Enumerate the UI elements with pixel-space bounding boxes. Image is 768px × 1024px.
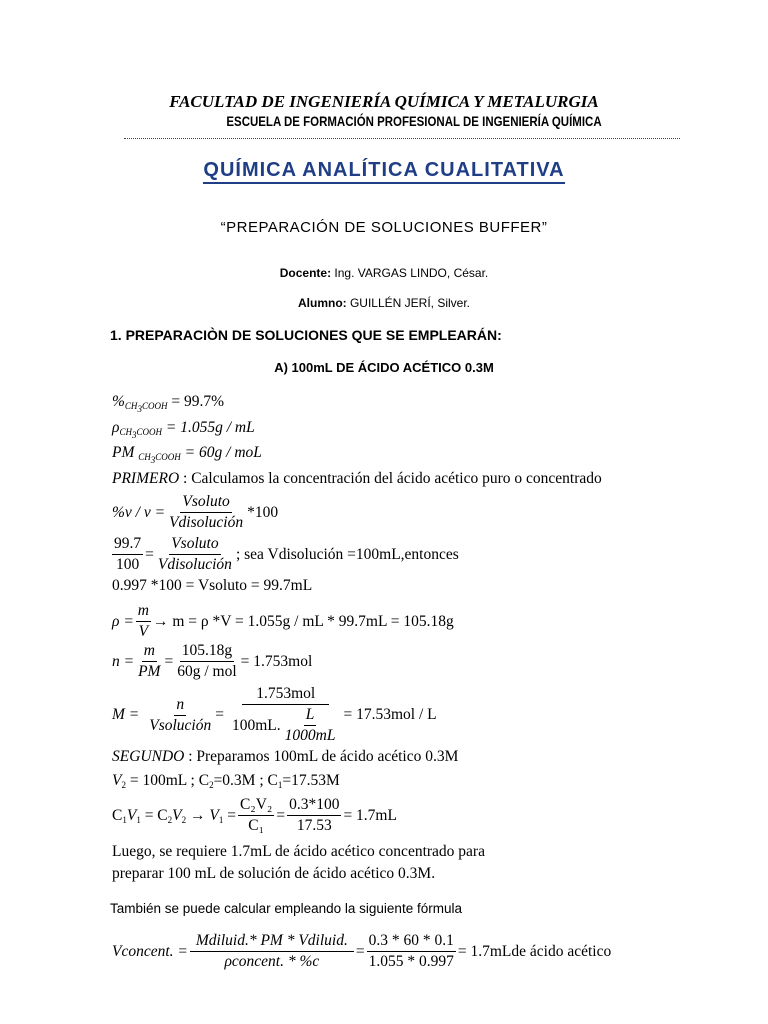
eq-formula-num1: Mdiluid.* PM * Vdiluid. <box>190 931 354 952</box>
percent-value: = 99.7% <box>167 393 224 410</box>
eq-percent-den: Vdisolución <box>169 514 244 531</box>
eq-vsoluto: 0.997 *100 = Vsoluto = 99.7mL <box>112 577 313 594</box>
percent-line: $\%_{CH_3COOH} = 99.7\%$ <box>112 393 224 414</box>
primero-label: PRIMERO <box>112 470 180 487</box>
rho-symbol: ρ = <box>112 612 134 630</box>
eq-moles-den2: 60g / mol <box>177 663 237 680</box>
density-line: $\rho_{CH_3COOH} = 1.055g$ / mL <box>112 419 255 440</box>
eq-ratio-frac2 <box>156 534 234 575</box>
eq-formula-num2: 0.3 * 60 * 0.1 <box>367 931 456 952</box>
alumno-name: GUILLÉN JERÍ, Silver. <box>346 296 471 310</box>
eq-volumes-tail-1: =0.3M ; C <box>213 772 278 789</box>
eq-moles-frac2 <box>175 641 238 682</box>
eq-molarity-frac2 <box>230 684 341 746</box>
school-title: ESCUELA DE FORMACIÓN PROFESIONAL DE INGENIERÍA QUÍMICA <box>226 113 602 129</box>
also-text: También se puede calcular empleando la siguiente fórmula <box>110 901 462 916</box>
eq-dilution-num1: C₂V₂ <box>238 795 274 816</box>
eq-volumes-text: = 100mL ; C <box>129 772 210 789</box>
eq-ratio-den2: Vdisolución <box>157 556 232 573</box>
eq-mass-num: m <box>136 601 151 622</box>
eq-formula-eq: = <box>355 942 365 960</box>
eq-molarity-num2: 1.753mol <box>242 684 329 705</box>
eq-moles-rhs: = 1.753mol <box>240 652 313 670</box>
conclusion-line-2: preparar 100 mL de solución de ácido acético 0.3M. <box>112 865 436 882</box>
section-heading: 1. PREPARACIÒN DE SOLUCIONES QUE SE EMPLEARÁN: <box>110 327 502 343</box>
eq-dilution-den2: 17.53 <box>296 817 332 834</box>
segundo-label: SEGUNDO <box>112 748 185 765</box>
eq-moles-num2: 105.18g <box>180 641 234 662</box>
eq-mass-frac <box>136 601 151 642</box>
eq-ratio-tail: ; sea Vdisolución =100mL,entonces <box>235 545 459 563</box>
eq-volumes-tail-2: =17.53M <box>282 772 340 789</box>
eq-molarity-den1: Vsolución <box>149 716 212 734</box>
eq-moles-frac1 <box>136 641 162 682</box>
eq-molarity-eq: = <box>215 706 224 723</box>
eq-formula-tail: de ácido acético <box>511 942 612 960</box>
primero-text: : Calculamos la concentración del ácido acético puro o concentrado <box>179 470 602 487</box>
alumno-label: Alumno: <box>297 296 347 310</box>
eq-moles-eq: = <box>164 652 174 670</box>
pm-line: PM $_{CH_3COOH}$ = 60g / moL <box>112 444 262 465</box>
eq-moles <box>112 641 312 682</box>
eq-molarity <box>112 684 437 746</box>
eq-molarity-inner-frac <box>283 705 338 746</box>
header-divider <box>124 138 680 139</box>
primero-line <box>112 470 602 488</box>
eq-mass-den: V <box>138 623 149 640</box>
eq-percent-num: Vsoluto <box>180 492 231 513</box>
eq-ratio-eq: = <box>145 545 154 563</box>
eq-dilution <box>112 795 397 836</box>
eq-molarity-inner-num: L <box>304 705 317 726</box>
course-title-text: QUÍMICA ANALÍTICA CUALITATIVA <box>203 159 564 184</box>
eq-ratio-num2: Vsoluto <box>169 534 220 555</box>
eq-dilution-frac2 <box>287 795 341 836</box>
eq-molarity-num1: n <box>174 695 186 716</box>
lab-title: “PREPARACIÓN DE SOLUCIONES BUFFER” <box>220 219 548 236</box>
eq-formula-frac2 <box>367 931 456 972</box>
eq-formula-lhs: Vconcent. = <box>112 942 188 960</box>
eq-molarity-inner-den: 1000mL <box>284 727 336 744</box>
docente-label: Docente: <box>279 266 332 280</box>
alumno-line <box>0 296 768 310</box>
eq-volumes: $V_2 = 100mL$ ; $C_2=0.3M$ ; $C_1=17.53M$ <box>112 772 340 790</box>
docente-name: Ing. VARGAS LINDO, César. <box>331 266 489 280</box>
eq-percent <box>112 492 278 533</box>
M-symbol: M = <box>112 706 140 723</box>
eq-formula-frac1 <box>190 931 354 972</box>
eq-molarity-frac1 <box>147 695 213 736</box>
eq-ratio <box>112 534 459 575</box>
pm-value: = 60g / moL <box>180 444 262 461</box>
eq-formula-rhs: = 1.7mL <box>457 942 512 960</box>
course-title <box>0 159 768 182</box>
eq-dilution-lhs: $C_1V_1 = C_2V_2 \to V_1$ = <box>112 806 236 825</box>
eq-molarity-den2 <box>230 705 341 746</box>
eq-formula-den1: ρconcent. * %c <box>224 953 320 970</box>
eq-dilution-den1: C₁ <box>248 817 265 834</box>
conclusion-line-1: Luego, se requiere 1.7mL de ácido acético concentrado para <box>112 843 485 860</box>
eq-ratio-den1: 100 <box>115 556 140 573</box>
n-symbol: n = <box>112 652 135 670</box>
eq-dilution-num2: 0.3*100 <box>287 795 341 816</box>
eq-mass <box>112 601 454 642</box>
segundo-text: : Preparamos 100mL de ácido acético 0.3M <box>184 748 459 765</box>
segundo-line <box>112 748 458 766</box>
eq-percent-fraction <box>167 492 245 533</box>
docente-line <box>0 266 768 280</box>
eq-ratio-frac1 <box>112 534 143 575</box>
eq-percent-rhs: *100 <box>247 503 279 521</box>
eq-ratio-num1: 99.7 <box>112 534 143 555</box>
eq-moles-num1: m <box>142 641 157 662</box>
eq-dilution-eq: = <box>276 806 286 824</box>
eq-percent-lhs: %v / v = <box>112 503 166 521</box>
subsection-heading: A) 100mL DE ÁCIDO ACÉTICO 0.3M <box>274 360 494 375</box>
eq-formula-den2: 1.055 * 0.997 <box>368 953 454 970</box>
faculty-title: FACULTAD DE INGENIERÍA QUÍMICA Y METALURGIA <box>169 92 599 111</box>
eq-dilution-frac1 <box>238 795 274 836</box>
eq-dilution-rhs: = 1.7mL <box>343 806 397 824</box>
eq-moles-den1: PM <box>138 663 161 680</box>
density-value: = 1.055g / mL <box>161 419 255 436</box>
eq-molarity-rhs: = 17.53mol / L <box>343 706 437 723</box>
eq-mass-rhs: → m = ρ *V = 1.055g / mL * 99.7mL = 105.18g <box>152 612 454 630</box>
eq-molarity-den2a: 100mL. <box>232 716 281 734</box>
eq-formula <box>112 931 611 972</box>
